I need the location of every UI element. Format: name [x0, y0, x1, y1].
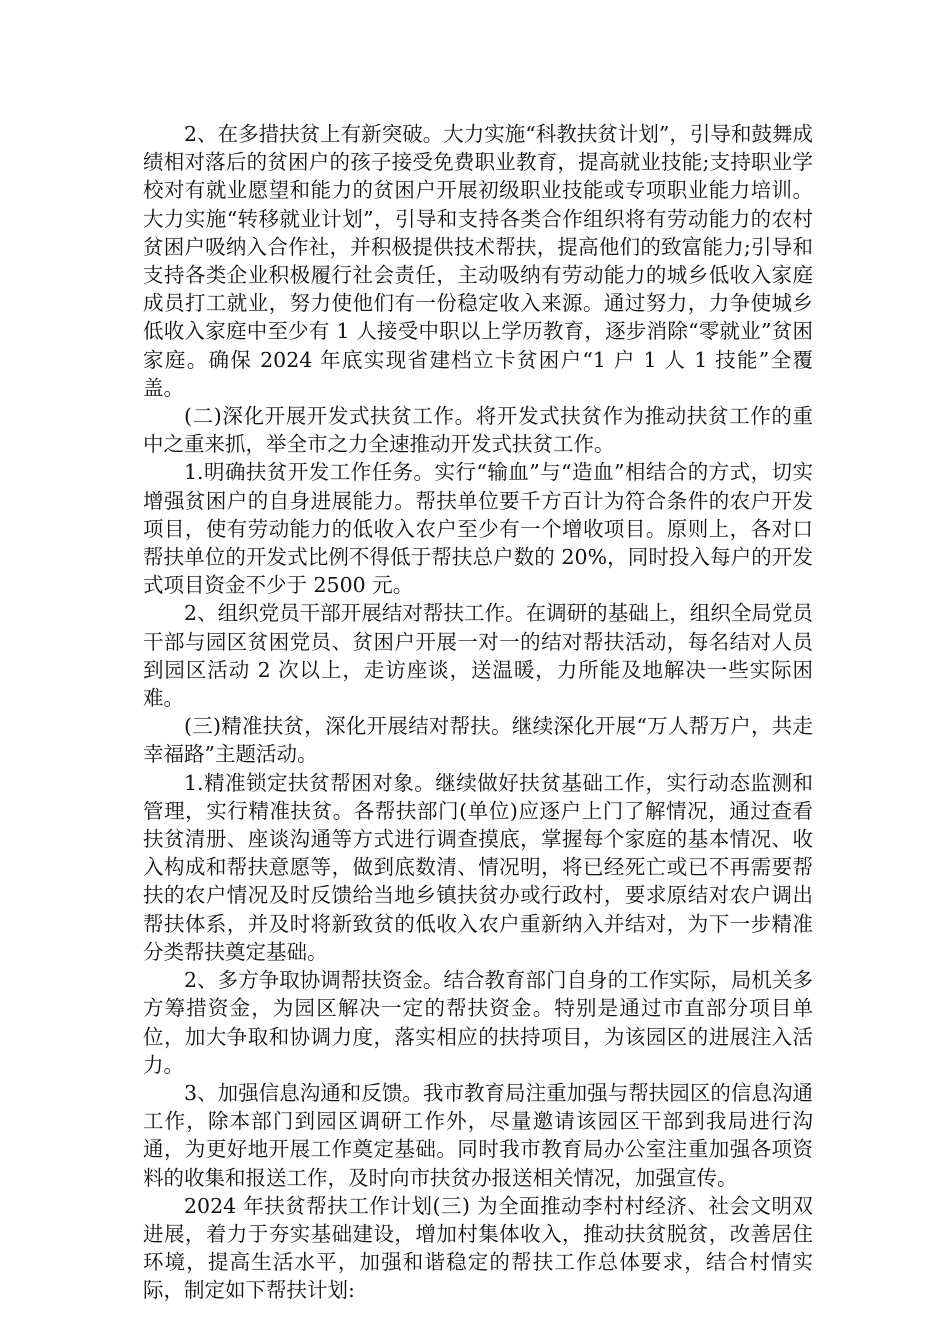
paragraph-communication: 3、加强信息沟通和反馈。我市教育局注重加强与帮扶园区的信息沟通工作，除本部门到园区调研工作外，尽量邀请该园区干部到我局进行沟通，为更好地开展工作奠定基础。同时我市教育局办公室注重加强各项资料的收集和报送工作，及时向市扶贫办报送相关情况，加强宣传。: [143, 1080, 813, 1190]
paragraph-section-two-heading: (二)深化开展开发式扶贫工作。将开发式扶贫作为推动扶贫工作的重中之重来抓，举全市之力全速推动开发式扶贫工作。: [143, 404, 813, 457]
paragraph-development-tasks: 1.明确扶贫开发工作任务。实行“输血”与“造血”相结合的方式，切实增强贫困户的自身进展能力。帮扶单位要千方百计为符合条件的农户开发项目，使有劳动能力的低收入农户至少有一个增收项目。原则上，各对口帮扶单位的开发式比例不得低于帮扶总户数的 20%，同时投入每户的开发式项目资金不少于 2500 元。: [143, 460, 813, 598]
paragraph-party-pairing: 2、组织党员干部开展结对帮扶工作。在调研的基础上，组织全局党员干部与园区贫困党员、贫困户开展一对一的结对帮扶活动，每名结对人员到园区活动 2 次以上，走访座谈，送温暖，力所能及地解决一些实际困难。: [143, 601, 813, 711]
paragraph-multi-measures: 2、在多措扶贫上有新突破。大力实施“科教扶贫计划”，引导和鼓舞成绩相对落后的贫困户的孩子接受免费职业教育，提高就业技能;支持职业学校对有就业愿望和能力的贫困户开展初级职业技能或专项职业能力培训。大力实施“转移就业计划”，引导和支持各类合作组织将有劳动能力的农村贫困户吸纳入合作社，并积极提供技术帮扶，提高他们的致富能力;引导和支持各类企业积极履行社会责任，主动吸纳有劳动能力的城乡低收入家庭成员打工就业，努力使他们有一份稳定收入来源。通过努力，力争使城乡低收入家庭中至少有 1 人接受中职以上学历教育，逐步消除“零就业”贫困家庭。确保 2024 年底实现省建档立卡贫困户“1 户 1 人 1 技能”全覆盖。: [143, 122, 813, 400]
paragraph-funding: 2、多方争取协调帮扶资金。结合教育部门自身的工作实际，局机关多方筹措资金，为园区解决一定的帮扶资金。特别是通过市直部分项目单位，加大争取和协调力度，落实相应的扶持项目，为该园区的进展注入活力。: [143, 968, 813, 1077]
paragraph-precise-targeting: 1.精准锁定扶贫帮困对象。继续做好扶贫基础工作，实行动态监测和管理，实行精准扶贫。各帮扶部门(单位)应逐户上门了解情况，通过查看扶贫清册、座谈沟通等方式进行调查摸底，掌握每个家庭的基本情况、收入构成和帮扶意愿等，做到底数清、情况明，将已经死亡或已不再需要帮扶的农户情况及时反馈给当地乡镇扶贫办或行政村，要求原结对农户调出帮扶体系，并及时将新致贫的低收入农户重新纳入并结对，为下一步精准分类帮扶奠定基础。: [143, 770, 813, 964]
document-body: [143, 120, 813, 1305]
paragraph-section-three-heading: (三)精准扶贫，深化开展结对帮扶。继续深化开展“万人帮万户，共走幸福路”主题活动。: [143, 714, 813, 767]
paragraph-plan-three-intro: 2024 年扶贫帮扶工作计划(三) 为全面推动李村村经济、社会文明双进展，着力于夯实基础建设，增加村集体收入，推动扶贫脱贫，改善居住环境，提高生活水平，加强和谐稳定的帮扶工作总体要求，结合村情实际，制定如下帮扶计划:: [143, 1193, 813, 1303]
